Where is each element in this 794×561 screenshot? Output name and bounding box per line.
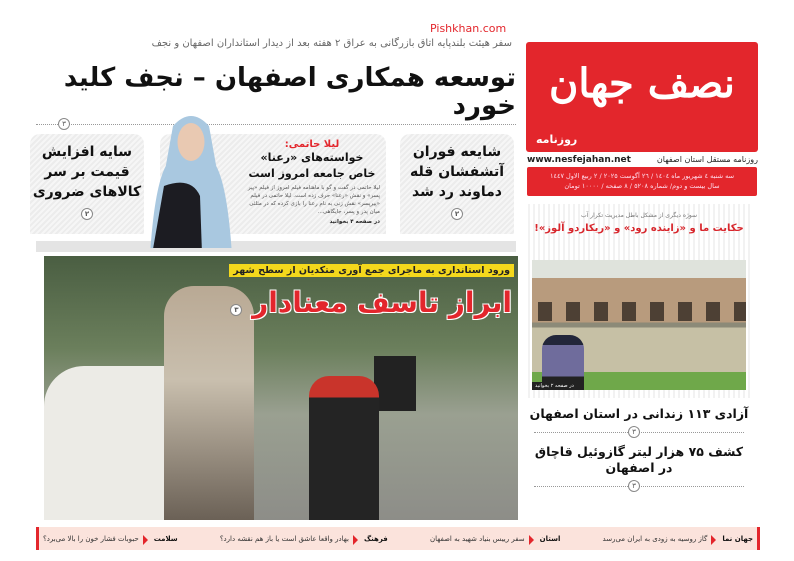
headline-text: ابراز تاسف معنادار — [252, 286, 512, 319]
website-link[interactable]: www.nesfejahan.net — [527, 155, 631, 165]
ribbon-item[interactable] — [430, 535, 560, 543]
ribbon-text: سفر رییس بنیاد شهید به اصفهان — [429, 534, 525, 543]
feature-headline: حکایت ما و «زاینده رود» و «ریکاردو آلوز»! — [534, 223, 744, 234]
logo-label: روزنامه — [536, 133, 578, 146]
ribbon-text: گاز روسیه به زودی به ایران می‌رسد — [602, 534, 708, 543]
story-title: شایعه فوران آتشفشان قله دماوند رد شد — [409, 144, 505, 200]
divider — [36, 124, 516, 125]
page-ref: ۲ — [81, 208, 93, 220]
section-ribbon — [36, 527, 760, 550]
page-ref: ۳ — [58, 118, 70, 130]
page-ref: ۳ — [230, 304, 242, 316]
divider-band — [36, 241, 516, 252]
story-box-damavand[interactable] — [400, 134, 514, 234]
story-title-1: خواسته‌های «رعنا» — [260, 151, 364, 164]
lead-kicker: سفر هیئت بلندپایه اتاق بازرگانی به عراق ۲ هفته بعد از دیدار استانداران اصفهان و نجف — [151, 38, 512, 49]
story-title-2: خاص جامعه امروز است — [248, 167, 376, 180]
man-shape — [164, 286, 254, 520]
photo-caption: در صفحه ۲ بخوانید — [532, 382, 577, 390]
date-bar — [527, 167, 757, 196]
story-title: سایه افزایش قیمت بر سر کالاهای ضروری — [32, 144, 142, 200]
news-headline[interactable]: کشف ۷۵ هزار لیتر گازوئیل قاچاق در اصفهان — [534, 444, 744, 475]
logo-text: نصف جهان — [549, 60, 735, 107]
feature-kicker: سوژه دیگری از مشکل باطل مدیریت تکرار آب — [580, 212, 698, 219]
bridge-photo — [532, 260, 746, 390]
section-label: سلامت — [148, 535, 178, 543]
divider — [528, 426, 750, 440]
section-label: استان — [534, 535, 561, 543]
section-label: فرهنگ — [358, 535, 388, 543]
date-line: سه شنبه ٤ شهریور ماه ١٤٠٤ / ٢٦ آگوست ٢٠٢٥ / ٢ ربیع الاول ١٤٤٧ — [549, 172, 735, 180]
main-photo[interactable] — [44, 256, 518, 520]
photo-headline[interactable] — [230, 286, 512, 319]
photo-subhead: ورود استانداری به ماجرای جمع آوری متکدیان از سطح شهر — [229, 264, 514, 277]
interviewee-name: لیلا حاتمی: — [284, 139, 340, 150]
bridge-arches — [532, 302, 746, 322]
page-ref: ۳ — [628, 426, 640, 438]
watermark-url: Pishkhan.com — [430, 22, 507, 35]
actress-photo — [146, 106, 236, 248]
bin-shape — [374, 356, 416, 411]
page-ref: ۲ — [451, 208, 463, 220]
masthead-logo — [526, 42, 758, 152]
news-headline[interactable]: آزادی ۱۱۳ زندانی در استان اصفهان — [529, 406, 749, 421]
ribbon-text: حبوبات فشار خون را بالا می‌برد؟ — [43, 534, 139, 543]
tagline: روزنامه مستقل استان اصفهان — [656, 155, 758, 164]
section-label: جهان نما — [716, 535, 753, 543]
story-body: لیلا حاتمی در گفت و گو با ماهنامه فیلم امروز از فیلم «پیر پسر» و نقش «رعنا» حرف زده است. لیلا حاتمی در فیلم «پیرپسر» نقش زنی به نام رعنا را بازی کرده که در مثلثی میان پدر و پسر، جایگاهی... — [247, 185, 380, 215]
right-feature-story[interactable] — [528, 204, 750, 398]
watermark — [430, 22, 506, 35]
ribbon-text: بهادر واقعا عاشق است یا باز هم نقشه دارد؟ — [219, 534, 349, 543]
ribbon-item[interactable] — [220, 535, 388, 543]
page-ref: در صفحه ۴ بخوانید — [329, 219, 380, 225]
lead-headline[interactable]: توسعه همکاری اصفهان – نجف کلید خورد — [63, 63, 516, 121]
ribbon-item[interactable] — [43, 535, 178, 543]
worker-shape — [309, 376, 379, 520]
issue-line: سال بیست و دوم/ شماره ٥٢٠٨ / ٨ صفحه / ١٠٠٠٠ تومان — [564, 182, 720, 190]
story-box-prices[interactable] — [30, 134, 144, 234]
ribbon-item[interactable] — [603, 535, 753, 543]
divider — [528, 480, 750, 494]
right-headlines — [528, 406, 750, 494]
page-ref: ۳ — [628, 480, 640, 492]
